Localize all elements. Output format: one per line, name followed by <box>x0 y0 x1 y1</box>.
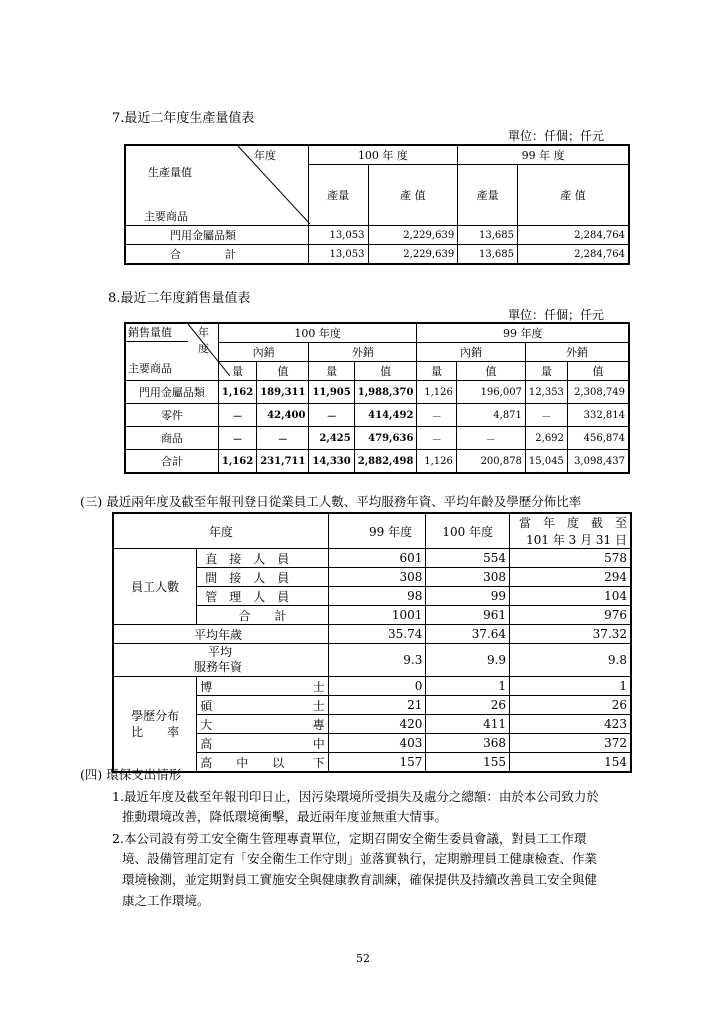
header-year: 年度 <box>113 513 328 549</box>
cell: 21 <box>328 696 426 715</box>
cell: － <box>456 427 525 450</box>
cell: 13,053 <box>308 245 368 265</box>
cell: 4,871 <box>456 404 525 427</box>
row-label-left: 高 <box>200 736 213 751</box>
row-label-line2: 服務年資 <box>194 660 243 674</box>
cell: － <box>218 427 256 450</box>
header-current-line2: 101 年 3 月 31 日 <box>526 533 627 547</box>
cell: 231,711 <box>257 450 309 474</box>
row-label: 零件 <box>125 404 218 427</box>
row-label-left: 碩 <box>200 698 213 713</box>
cell: 2,284,764 <box>518 245 630 265</box>
cell: 2,308,749 <box>567 381 629 404</box>
cell: 13,053 <box>308 226 368 245</box>
row-label: 直 接 人 員 <box>197 549 328 568</box>
group-education-line1: 學歷分布 <box>131 709 180 723</box>
production-header-corner <box>125 145 308 226</box>
cell: 294 <box>510 568 631 587</box>
group-education <box>113 677 197 773</box>
row-label: 合 計 <box>125 245 308 265</box>
header-99: 99 年度 <box>328 513 426 549</box>
row-label: 門用金屬品類 <box>125 381 218 404</box>
cell: 1,126 <box>417 381 456 404</box>
header-divider <box>126 341 188 342</box>
header-year: 年度 <box>254 149 276 162</box>
cell: 1 <box>426 677 510 696</box>
row-label: 平均年歲 <box>113 625 328 644</box>
val-header: 產 值 <box>518 165 630 226</box>
cell: 154 <box>510 753 631 773</box>
cell: 1,162 <box>218 450 256 474</box>
domestic-header: 內銷 <box>218 343 309 362</box>
cell: 308 <box>426 568 510 587</box>
cell: － <box>417 404 456 427</box>
year-100: 100 年 度 <box>308 145 457 165</box>
row-label-left: 高 中 以 <box>200 755 285 770</box>
cell: 9.3 <box>328 644 426 677</box>
export-header: 外銷 <box>309 343 417 362</box>
cell: 368 <box>426 734 510 753</box>
cell: 414,492 <box>354 404 417 427</box>
cell: 3,098,437 <box>567 450 629 474</box>
cell: 37.64 <box>426 625 510 644</box>
cell: 99 <box>426 587 510 606</box>
cell: 1,162 <box>218 381 256 404</box>
cell: 157 <box>328 753 426 773</box>
year-99: 99 年度 <box>417 323 629 343</box>
cell: 456,874 <box>567 427 629 450</box>
table-row <box>113 644 631 677</box>
row-label: 合計 <box>125 450 218 474</box>
val-header: 產 值 <box>368 165 458 226</box>
cell: 2,882,498 <box>354 450 417 474</box>
group-education-line2: 比 率 <box>131 725 180 739</box>
row-label-right: 下 <box>312 755 325 770</box>
sec4-p1-line1: 1.最近年度及截至年報刊印日止，因污染環境所受損失及處分之總額：由於本公司致力於 <box>112 789 599 804</box>
row-label-left: 大 <box>200 717 213 732</box>
cell: 9.9 <box>426 644 510 677</box>
cell: － <box>257 427 309 450</box>
sec4-p2-line1: 2.本公司設有勞工安全衛生管理專責單位，定期召開安全衛生委員會議，對員工工作環 <box>112 831 587 846</box>
row-label-left: 博 <box>200 679 213 694</box>
header-product: 主要商品 <box>128 362 172 375</box>
sec4-p2-line2: 境、設備管理訂定有「安全衛生工作守則」並落實執行，定期辦理員工健康檢查、作業 <box>122 851 598 866</box>
header-sales: 銷售量值 <box>128 326 172 339</box>
row-label: 商品 <box>125 427 218 450</box>
cell: 1001 <box>328 606 426 625</box>
cell: 26 <box>426 696 510 715</box>
employee-table-body <box>112 512 632 773</box>
sec4-title: (四) 環保支出情形 <box>80 767 182 782</box>
cell: 411 <box>426 715 510 734</box>
header-product: 主要商品 <box>144 210 188 223</box>
cell: 196,007 <box>456 381 525 404</box>
cell: 578 <box>510 549 631 568</box>
year-100: 100 年度 <box>218 323 417 343</box>
row-label: 間 接 人 員 <box>197 568 328 587</box>
q-header: 量 <box>218 362 256 381</box>
cell: 2,229,639 <box>368 226 458 245</box>
cell: 372 <box>510 734 631 753</box>
header-current-line1: 當 年 度 截 至 <box>518 516 627 530</box>
row-label <box>113 644 328 677</box>
table-row <box>113 549 631 568</box>
sec8-title: 8.最近二年度銷售量值表 <box>108 291 251 306</box>
cell: 11,905 <box>309 381 354 404</box>
export-header: 外銷 <box>525 343 629 362</box>
row-label-right: 士 <box>312 698 325 713</box>
table-row <box>125 226 629 245</box>
row-label: 管 理 人 員 <box>197 587 328 606</box>
year-99: 99 年 度 <box>458 145 629 165</box>
sec8-unit: 單位：仟個；仟元 <box>508 308 605 322</box>
cell: 420 <box>328 715 426 734</box>
table-row <box>125 427 629 450</box>
cell: 2,229,639 <box>368 245 458 265</box>
row-label <box>197 753 328 773</box>
cell: 2,284,764 <box>518 226 630 245</box>
sec7-title: 7.最近二年度生產量值表 <box>112 111 255 126</box>
row-label-right: 中 <box>312 736 325 751</box>
cell: 14,330 <box>309 450 354 474</box>
cell: 155 <box>426 753 510 773</box>
header-current <box>510 513 631 549</box>
row-label-right: 士 <box>312 679 325 694</box>
cell: 1 <box>510 677 631 696</box>
cell: 332,814 <box>567 404 629 427</box>
cell: 35.74 <box>328 625 426 644</box>
cell: 961 <box>426 606 510 625</box>
row-label <box>197 677 328 696</box>
row-label <box>197 734 328 753</box>
qty-header: 產量 <box>458 165 518 226</box>
row-label: 合 計 <box>197 606 328 625</box>
cell: 2,425 <box>309 427 354 450</box>
header-100: 100 年度 <box>426 513 510 549</box>
cell: 423 <box>510 715 631 734</box>
cell: － <box>525 404 567 427</box>
domestic-header: 內銷 <box>417 343 526 362</box>
cell: 15,045 <box>525 450 567 474</box>
v-header: 值 <box>456 362 525 381</box>
v-header: 值 <box>567 362 629 381</box>
row-label-right: 專 <box>312 717 325 732</box>
sales-header-corner <box>125 323 218 381</box>
sec7-unit: 單位：仟個；仟元 <box>508 129 605 143</box>
cell: 9.8 <box>510 644 631 677</box>
table-row <box>113 677 631 696</box>
group-employees: 員工人數 <box>113 549 197 625</box>
table-row <box>125 245 629 265</box>
cell: 200,878 <box>456 450 525 474</box>
cell: 1,126 <box>417 450 456 474</box>
row-label <box>197 715 328 734</box>
production-table <box>124 144 630 265</box>
cell: 37.32 <box>510 625 631 644</box>
cell: 403 <box>328 734 426 753</box>
cell: 42,400 <box>257 404 309 427</box>
cell: 0 <box>328 677 426 696</box>
header-year: 年度 <box>198 326 209 355</box>
q-header: 量 <box>417 362 456 381</box>
cell: 1,988,370 <box>354 381 417 404</box>
row-label-line1: 平均 <box>208 645 233 659</box>
row-label: 門用金屬品類 <box>125 226 308 245</box>
sec4-p2-line3: 環境檢測，並定期對員工實施安全與健康教育訓練，確保提供及持續改善員工安全與健 <box>122 872 598 887</box>
q-header: 量 <box>309 362 354 381</box>
cell: － <box>309 404 354 427</box>
table-row <box>113 625 631 644</box>
cell: 12,353 <box>525 381 567 404</box>
cell: 308 <box>328 568 426 587</box>
sales-table <box>124 322 630 474</box>
cell: 13,685 <box>458 226 518 245</box>
sec4-p1-line2: 推動環境改善，降低環境衝擊，最近兩年度並無重大情事。 <box>122 809 448 824</box>
cell: 976 <box>510 606 631 625</box>
cell: 98 <box>328 587 426 606</box>
cell: 554 <box>426 549 510 568</box>
cell: － <box>218 404 256 427</box>
cell: － <box>417 427 456 450</box>
cell: 2,692 <box>525 427 567 450</box>
cell: 479,636 <box>354 427 417 450</box>
cell: 189,311 <box>257 381 309 404</box>
table-row <box>125 381 629 404</box>
v-header: 值 <box>354 362 417 381</box>
page-number: 52 <box>356 952 370 965</box>
header-value: 生產量值 <box>148 166 192 179</box>
cell: 13,685 <box>458 245 518 265</box>
cell: 601 <box>328 549 426 568</box>
qty-header: 產量 <box>308 165 368 226</box>
row-label <box>197 696 328 715</box>
cell: 26 <box>510 696 631 715</box>
table-row <box>125 450 629 474</box>
q-header: 量 <box>525 362 567 381</box>
v-header: 值 <box>257 362 309 381</box>
table-row <box>125 404 629 427</box>
cell: 104 <box>510 587 631 606</box>
sec4-p2-line4: 康之工作環境。 <box>122 893 210 908</box>
sec3-title: (三) 最近兩年度及截至年報刊登日從業員工人數、平均服務年資、平均年齡及學歷分佈比率 <box>80 494 582 509</box>
